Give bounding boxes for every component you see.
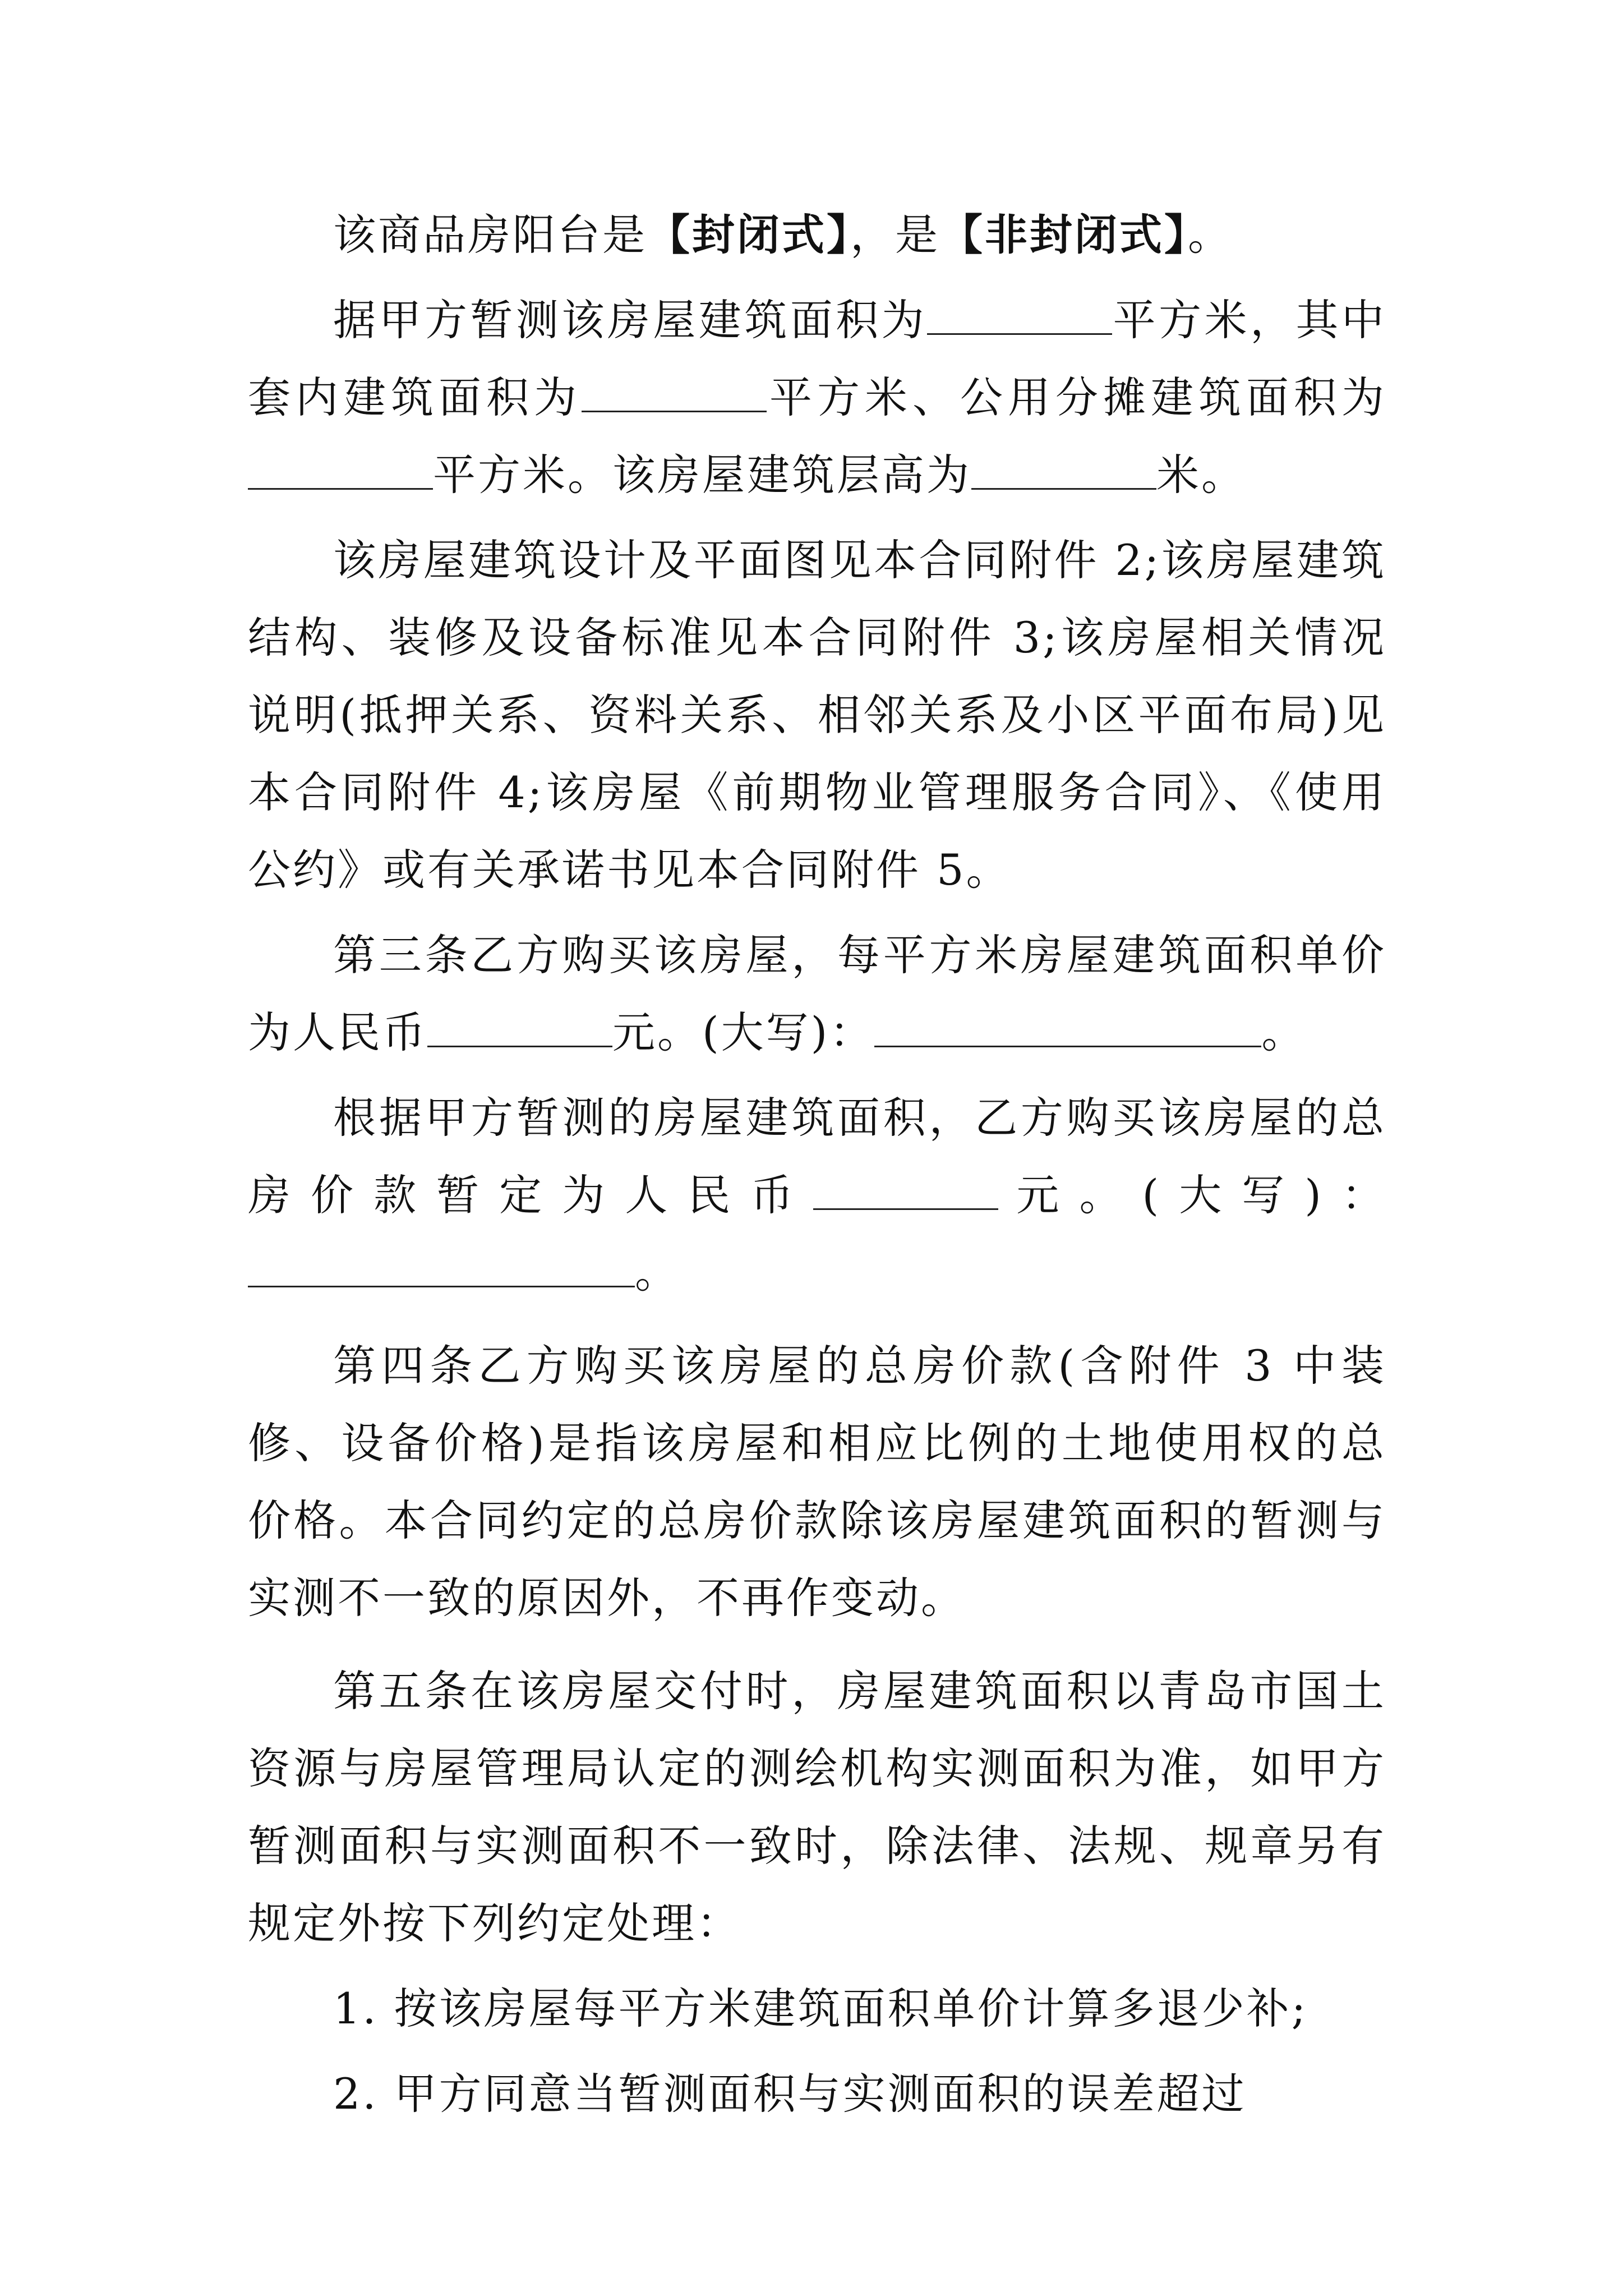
area-text-b: 平方米，其中套内建筑面积为: [248, 295, 1387, 422]
total-price-capital-label: 元。(大写)：: [998, 1170, 1386, 1220]
area-text-e: 米。: [1156, 450, 1246, 500]
total-price-end: 。: [635, 1248, 680, 1297]
total-price-text: 根据甲方暂测的房屋建筑面积，乙方购买该房屋的总房价款暂定为人民币: [248, 1093, 1386, 1220]
paragraph-area: [248, 282, 1386, 514]
inner-area-blank[interactable]: [582, 374, 767, 412]
paragraph-article-3: [248, 917, 1386, 1071]
document-body: [248, 196, 1386, 2133]
unit-price-end: 。: [1261, 1007, 1307, 1057]
area-text-a: 据甲方暂测该房屋建筑面积为: [333, 295, 928, 345]
unit-price-blank[interactable]: [427, 1009, 612, 1047]
unit-price-capital-blank[interactable]: [874, 1009, 1261, 1047]
total-price-capital-blank[interactable]: [248, 1249, 635, 1287]
unit-price-text: 第三条乙方购买该房屋，每平方米房屋建筑面积单价为人民币: [248, 930, 1386, 1057]
shared-area-blank[interactable]: [248, 451, 433, 490]
paragraph-article-4: 第四条乙方购买该房屋的总房价款(含附件 3 中装修、设备价格)是指该房屋和相应比例的土地使用权的总价格。本合同约定的总房价款除该房屋建筑面积的暂测与实测不一致的原因外，不再作变动。: [248, 1341, 1386, 1623]
list-item-2: 2. 甲方同意当暂测面积与实测面积的误差超过: [333, 2069, 1247, 2119]
paragraph-attachments: 该房屋建筑设计及平面图见本合同附件 2;该房屋建筑结构、装修及设备标准见本合同附件 3;该房屋相关情况说明(抵押关系、资料关系、相邻关系及小区平面布局)见本合同附件 4;该房屋《前期物业管理服务合同》、《使用公约》或有关承诺书见本合同附件 5。: [248, 535, 1386, 895]
option-enclosed: 【封闭式】: [647, 210, 850, 260]
paragraph-balcony: [248, 196, 1386, 274]
unit-price-capital-label: 元。(大写)：: [612, 1007, 875, 1057]
balcony-text-mid: ，是: [850, 210, 940, 260]
total-area-blank[interactable]: [927, 296, 1112, 335]
balcony-text-end: 。: [1188, 210, 1233, 260]
paragraph-article-5: 第五条在该房屋交付时，房屋建筑面积以青岛市国土资源与房屋管理局认定的测绘机构实测面积为准，如甲方暂测面积与实测面积不一致时，除法律、法规、规章另有规定外按下列约定处理：: [248, 1666, 1386, 1948]
option-non-enclosed: 【非封闭式】: [940, 210, 1188, 260]
list-item-1: 1. 按该房屋每平方米建筑面积单价计算多退少补;: [333, 1984, 1308, 2033]
floor-height-blank[interactable]: [971, 451, 1156, 490]
area-text-c: 平方米、公用分摊建筑面积为: [767, 372, 1386, 422]
balcony-text: 该商品房阳台是: [333, 210, 647, 260]
paragraph-total-price: [248, 1079, 1386, 1312]
total-price-blank[interactable]: [813, 1171, 998, 1210]
area-text-d: 平方米。该房屋建筑层高为: [433, 450, 971, 500]
